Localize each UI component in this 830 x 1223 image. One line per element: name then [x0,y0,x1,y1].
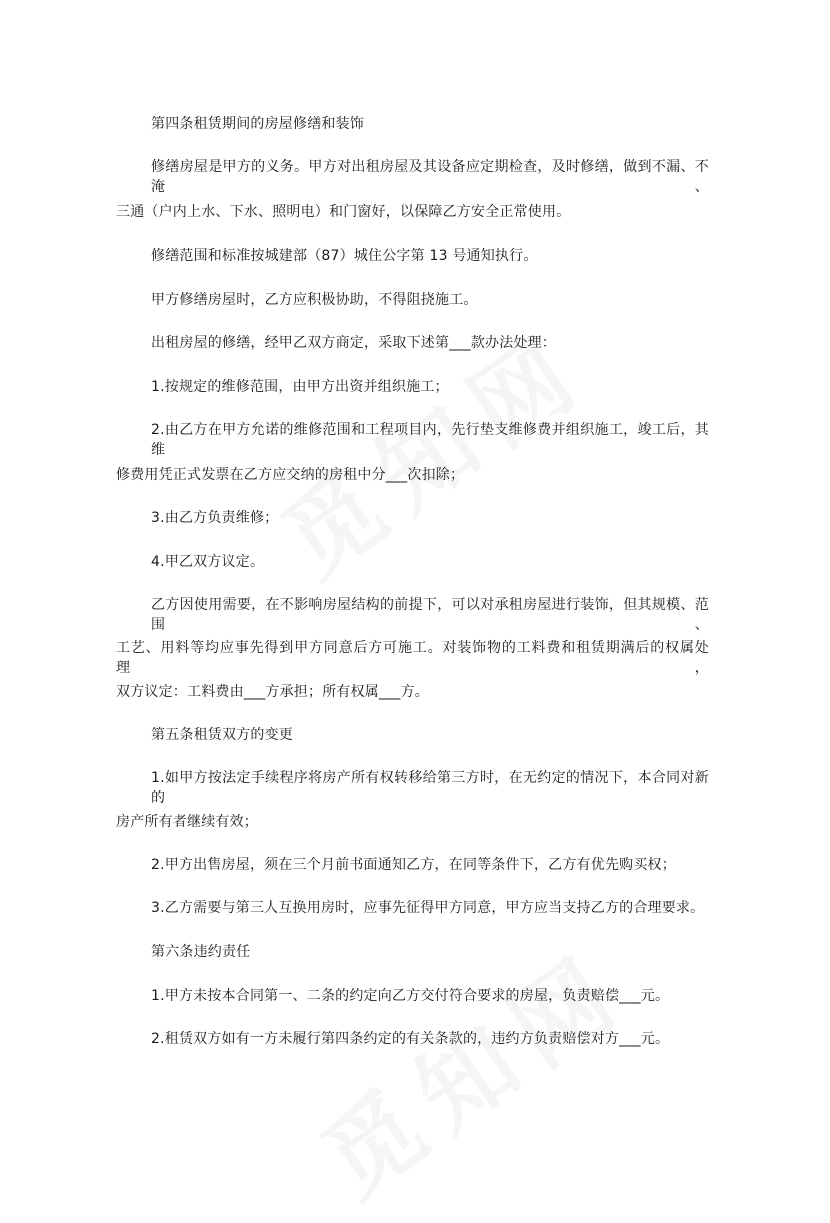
list-item: 3.由乙方负责维修； [151,510,279,526]
paragraph-continuation: 双方议定：工料费由___方承担；所有权属___方。 [116,684,429,700]
list-item: 4.甲乙双方议定。 [151,554,265,570]
paragraph [0,595,830,635]
list-item [0,768,830,808]
paragraph-continuation: 三通（户内上水、下水、照明电）和门窗好，以保障乙方安全正常使用。 [116,204,571,220]
list-item-continuation: 房产所有者继续有效； [116,814,258,830]
paragraph-continuation [0,638,830,678]
section-heading-5: 第五条租赁双方的变更 [151,727,293,743]
list-item-text: 1.如甲方按法定手续程序将房产所有权转移给第三方时，在无约定的情况下，本合同对新的 [151,770,709,806]
list-item [0,420,830,460]
list-item: 2.租赁双方如有一方未履行第四条约定的有关条款的，违约方负责赔偿对方___元。 [151,1031,670,1047]
paragraph: 出租房屋的修缮，经甲乙双方商定，采取下述第___款办法处理： [151,335,556,351]
section-heading-6: 第六条违约责任 [151,944,251,960]
section-heading-4: 第四条租赁期间的房屋修缮和装饰 [151,116,364,132]
list-item-text: 2.由乙方在甲方允诺的维修范围和工程项目内，先行垫支维修费并组织施工，竣工后，其维 [151,422,709,458]
list-item-continuation: 修费用凭正式发票在乙方应交纳的房租中分___次扣除； [116,467,465,483]
list-item: 2.甲方出售房屋，须在三个月前书面通知乙方，在同等条件下，乙方有优先购买权； [151,857,676,873]
list-item: 1.按规定的维修范围，由甲方出资并组织施工； [151,379,449,395]
paragraph-text: 工艺、用料等均应事先得到甲方同意后方可施工。对装饰物的工料费和租赁期满后的权属处理， [116,640,709,676]
list-item: 3.乙方需要与第三人互换用房时，应事先征得甲方同意，甲方应当支持乙方的合理要求。 [151,900,705,916]
paragraph-text: 乙方因使用需要，在不影响房屋结构的前提下，可以对承租房屋进行装饰，但其规模、范围、 [151,597,709,633]
paragraph-text: 修缮房屋是甲方的义务。甲方对出租房屋及其设备应定期检查，及时修缮，做到不漏、不淹、 [151,159,709,195]
list-item: 1.甲方未按本合同第一、二条的约定向乙方交付符合要求的房屋，负责赔偿___元。 [151,988,670,1004]
paragraph: 修缮范围和标准按城建部（87）城住公字第 13 号通知执行。 [151,248,538,264]
paragraph: 甲方修缮房屋时，乙方应积极协助，不得阻挠施工。 [151,292,478,308]
paragraph [0,157,830,197]
